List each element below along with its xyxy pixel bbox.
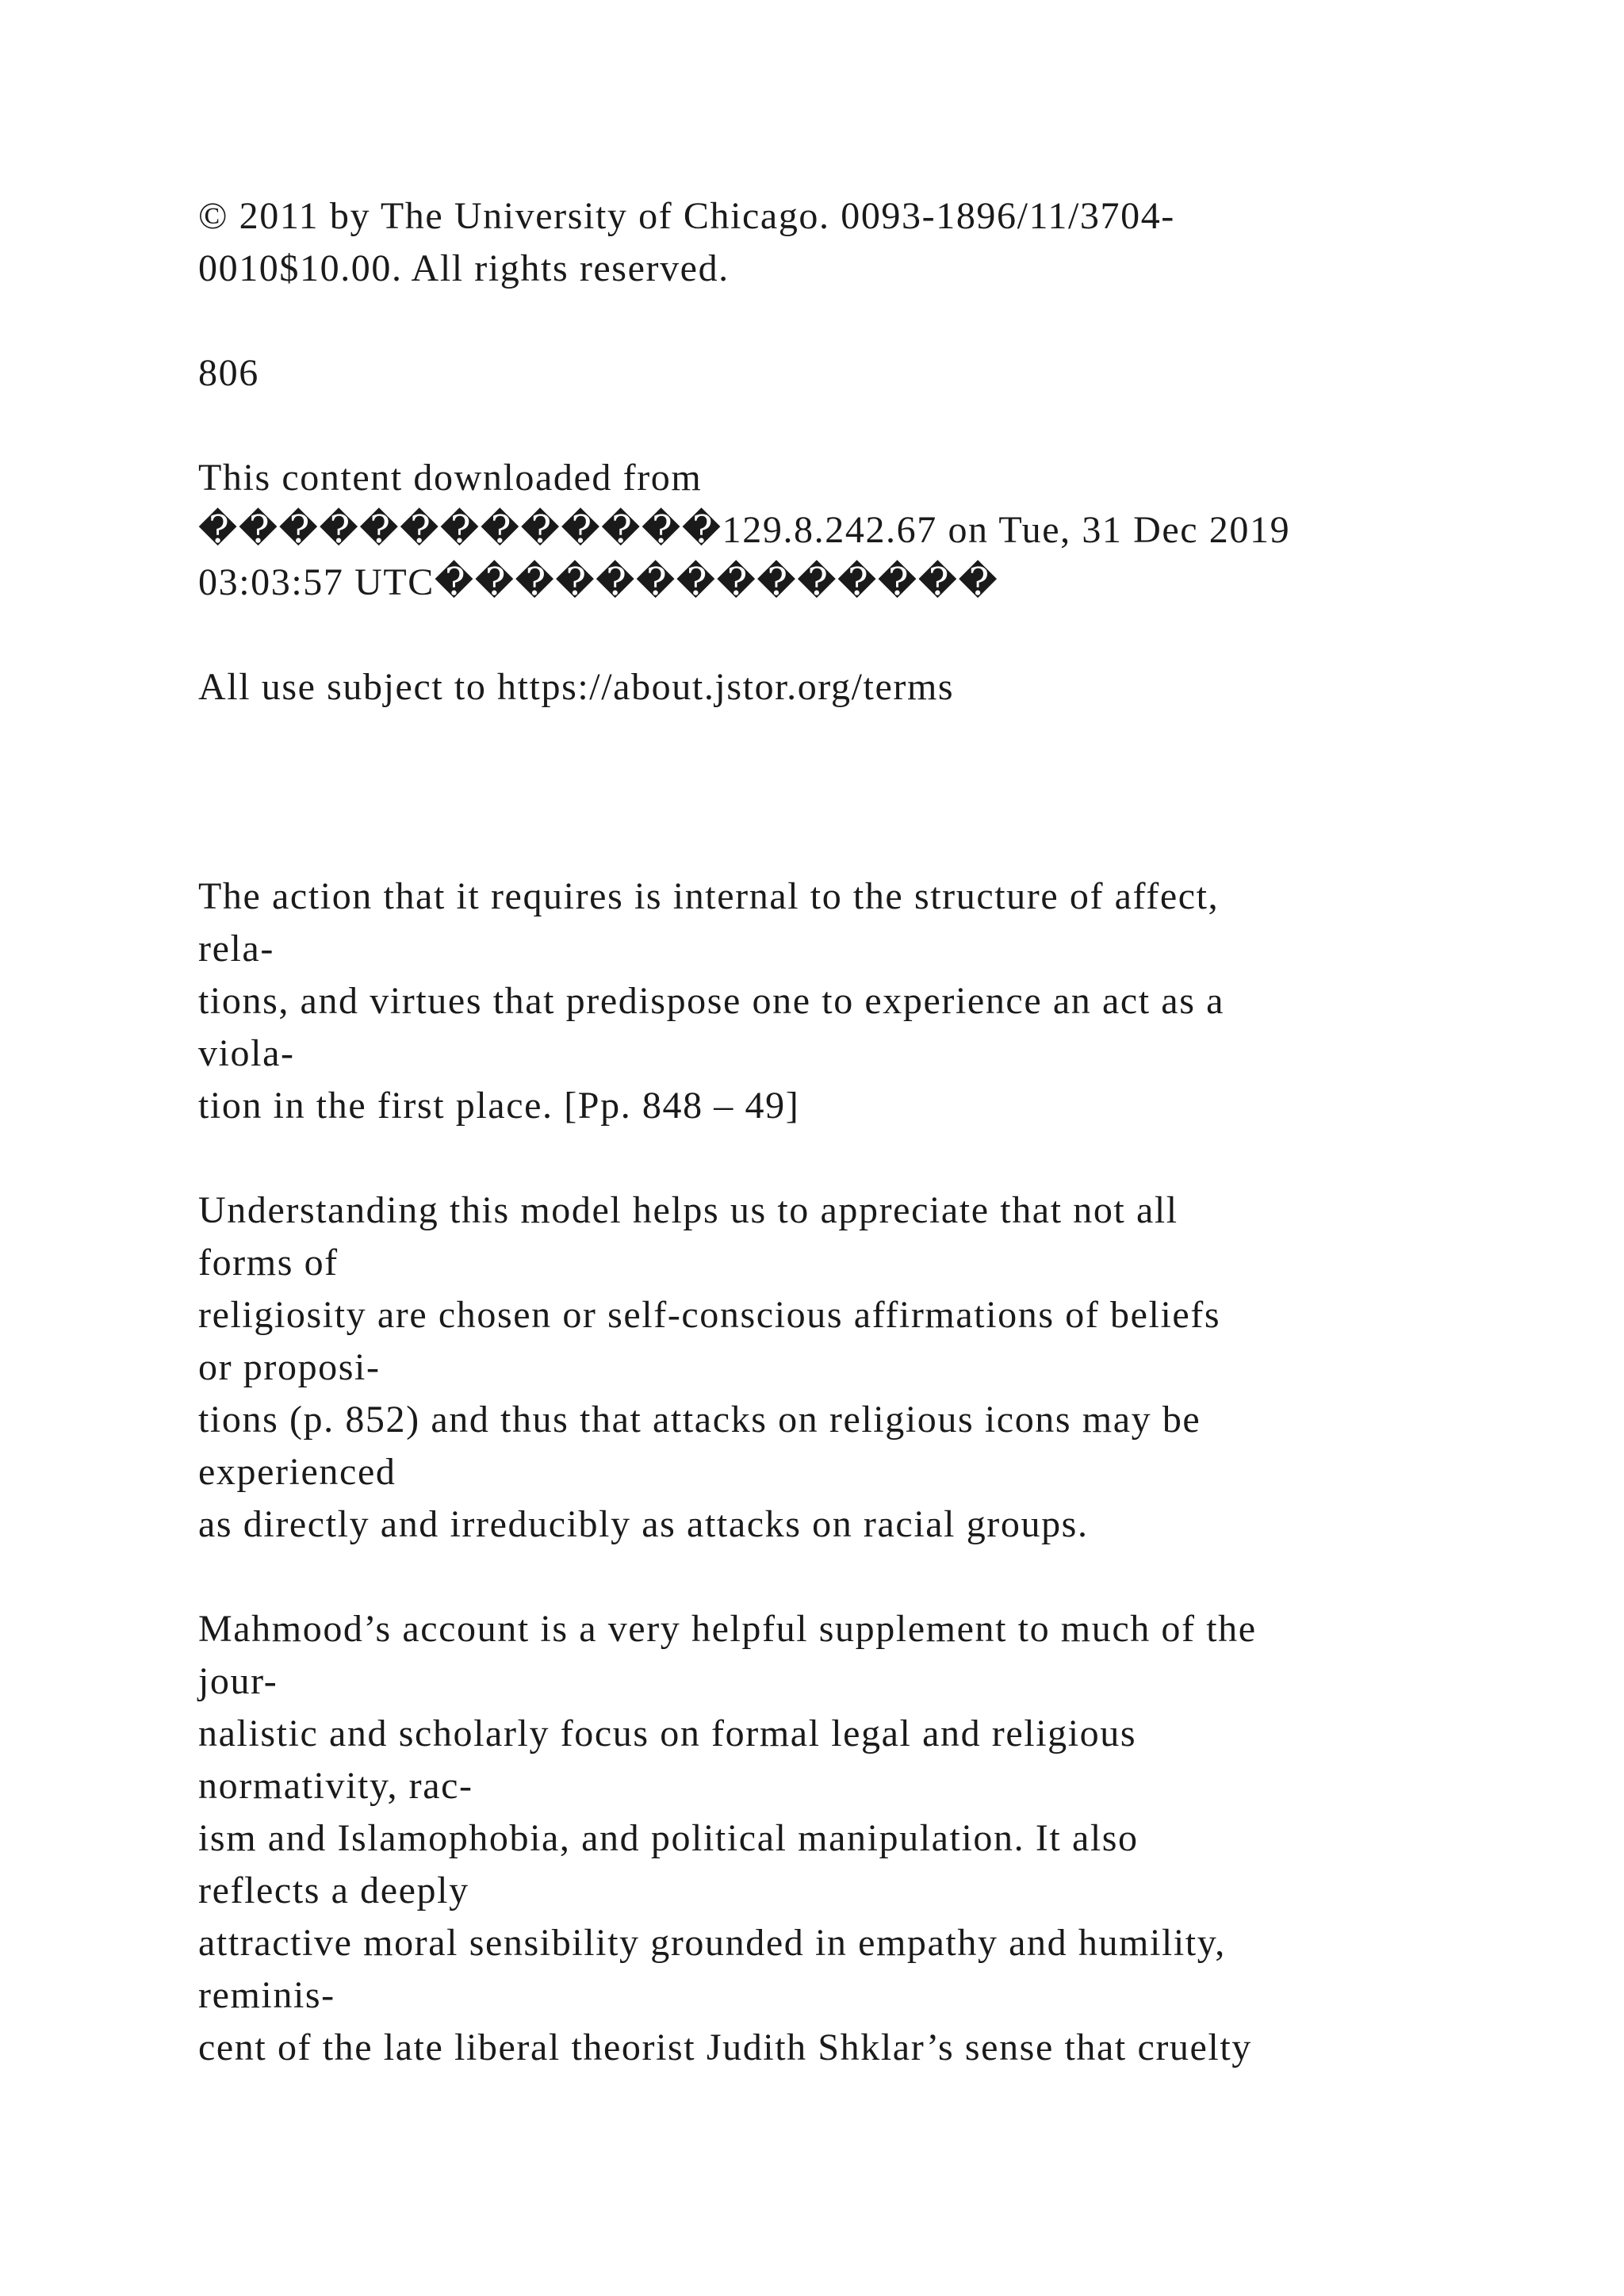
paragraph-line: reminis- (198, 1974, 335, 2016)
paragraph-line: ism and Islamophobia, and political manipulation. It also (198, 1817, 1139, 1859)
download-notice (198, 452, 1499, 609)
paragraph-line: normativity, rac- (198, 1765, 473, 1807)
paragraph-line: tions, and virtues that predispose one to experience an act as a (198, 980, 1224, 1022)
download-line: 03:03:57 UTC�������������� (198, 561, 999, 603)
terms-text: All use subject to https://about.jstor.org/terms (198, 666, 955, 708)
paragraph-line: reflects a deeply (198, 1869, 469, 1911)
paragraph-line: Understanding this model helps us to appreciate that not all (198, 1189, 1178, 1231)
spacer (198, 766, 1499, 871)
paragraph-line: rela- (198, 928, 274, 970)
paragraph-line: The action that it requires is internal to the structure of affect, (198, 875, 1220, 917)
document-text (198, 190, 1499, 2126)
paragraph-line: or proposi- (198, 1346, 381, 1388)
paragraph-line: nalistic and scholarly focus on formal legal and religious (198, 1712, 1137, 1755)
download-line: �������������129.8.242.67 on Tue, 31 Dec 2019 (198, 509, 1291, 551)
paragraph-line: as directly and irreducibly as attacks on racial groups. (198, 1503, 1089, 1545)
paragraph-line: experienced (198, 1451, 396, 1493)
paragraph-line: forms of (198, 1242, 339, 1284)
paragraph-line: tion in the first place. [Pp. 848 – 49] (198, 1085, 800, 1127)
terms-notice (198, 661, 1499, 714)
paragraph-line: viola- (198, 1032, 295, 1074)
copyright-line: © 2011 by The University of Chicago. 0093-1896/11/3704- (198, 195, 1175, 237)
copyright-line: 0010$10.00. All rights reserved. (198, 247, 730, 289)
paragraph (198, 1184, 1499, 1551)
page-number (198, 347, 1499, 400)
paragraph-line: jour- (198, 1660, 278, 1702)
paragraph-line: tions (p. 852) and thus that attacks on religious icons may be (198, 1399, 1201, 1441)
paragraph-line: Mahmood’s account is a very helpful supplement to much of the (198, 1608, 1257, 1650)
copyright-notice (198, 190, 1499, 295)
paragraph (198, 1603, 1499, 2074)
page-number-text: 806 (198, 352, 259, 394)
paragraph (198, 871, 1499, 1132)
paragraph-line: attractive moral sensibility grounded in empathy and humility, (198, 1922, 1226, 1964)
paragraph-line: religiosity are chosen or self-conscious affirmations of beliefs (198, 1294, 1221, 1336)
paragraph-line: cent of the late liberal theorist Judith Shklar’s sense that cruelty (198, 2026, 1252, 2068)
download-line: This content downloaded from (198, 457, 703, 499)
